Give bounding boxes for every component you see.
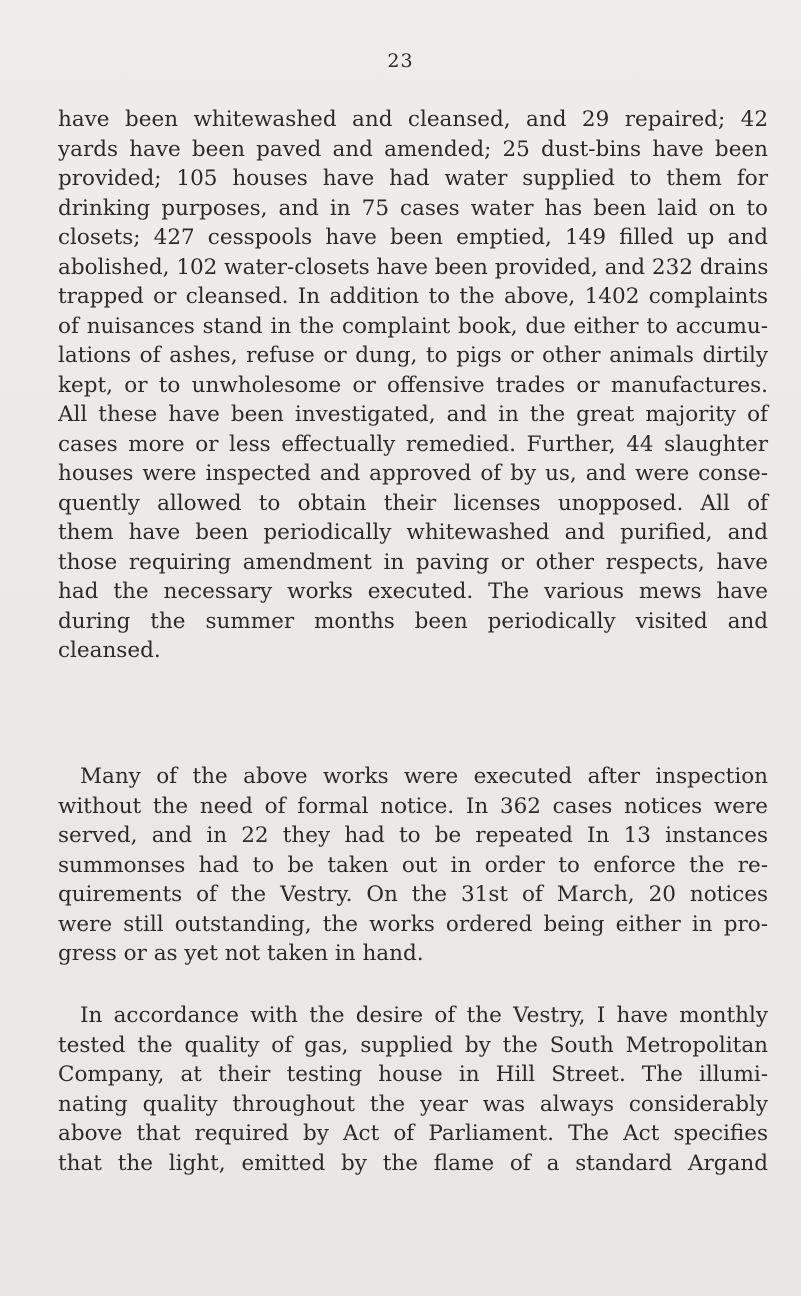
- text-line: cases more or less effectually remedied. Further, 44 slaughter: [58, 431, 768, 457]
- text-line: All these have been investigated, and in the great majority of: [58, 402, 768, 427]
- paragraph-notices: [58, 762, 768, 969]
- text-line: without the need of formal notice. In 362 cases notices were: [58, 793, 768, 819]
- text-line: trapped or cleansed. In addition to the above, 1402 complaints: [58, 284, 768, 309]
- text-line: those requiring amendment in paving or other respects, have: [58, 549, 768, 575]
- text-line: served, and in 22 they had to be repeated In 13 instances: [58, 823, 768, 848]
- text-line: gress or as yet not taken in hand.: [58, 941, 424, 966]
- text-line: drinking purposes, and in 75 cases water has been laid on to: [58, 195, 768, 221]
- text-line: tested the quality of gas, supplied by the South Metropolitan: [58, 1032, 768, 1058]
- text-line: during the summer months been periodically visited and: [58, 608, 768, 634]
- text-line: them have been periodically whitewashed and purified, and: [58, 520, 768, 545]
- text-line: that the light, emitted by the flame of a standard Argand: [58, 1150, 768, 1176]
- text-line: Many of the above works were executed after inspection: [80, 764, 768, 789]
- text-line: closets; 427 cesspools have been emptied, 149 filled up and: [58, 225, 768, 250]
- text-line: kept, or to unwholesome or offensive trades or manufactures.: [58, 372, 768, 398]
- text-line: cleansed.: [58, 638, 161, 663]
- text-line: In accordance with the desire of the Vestry, I have monthly: [80, 1003, 768, 1028]
- text-line: of nuisances stand in the complaint book, due either to accumu-: [58, 313, 768, 339]
- text-line: have been whitewashed and cleansed, and 29 repaired; 42: [58, 107, 768, 132]
- text-line: quirements of the Vestry. On the 31st of March, 20 notices: [58, 882, 768, 907]
- text-line: nating quality throughout the year was always considerably: [58, 1091, 768, 1117]
- text-line: above that required by Act of Parliament. The Act specifies: [58, 1121, 768, 1146]
- text-line: houses were inspected and approved of by us, and were conse-: [58, 461, 768, 486]
- text-line: were still outstanding, the works ordered being either in pro-: [58, 911, 768, 937]
- text-line: lations of ashes, refuse or dung, to pigs or other animals dirtily: [58, 343, 768, 368]
- text-line: yards have been paved and amended; 25 dust-bins have been: [58, 136, 768, 162]
- text-line: abolished, 102 water-closets have been provided, and 232 drains: [58, 254, 769, 280]
- text-line: provided; 105 houses have had water supplied to them for: [58, 166, 768, 191]
- page-number: 23: [387, 50, 414, 72]
- text-line: summonses had to be taken out in order to enforce the re-: [58, 852, 768, 878]
- text-line: Company, at their testing house in Hill Street. The illumi-: [58, 1062, 768, 1087]
- paragraph-gas-testing: [58, 1001, 768, 1178]
- paragraph-sanitary-works: [58, 105, 768, 666]
- text-line: quently allowed to obtain their licenses unopposed. All of: [58, 490, 768, 516]
- text-line: had the necessary works executed. The various mews have: [58, 579, 768, 604]
